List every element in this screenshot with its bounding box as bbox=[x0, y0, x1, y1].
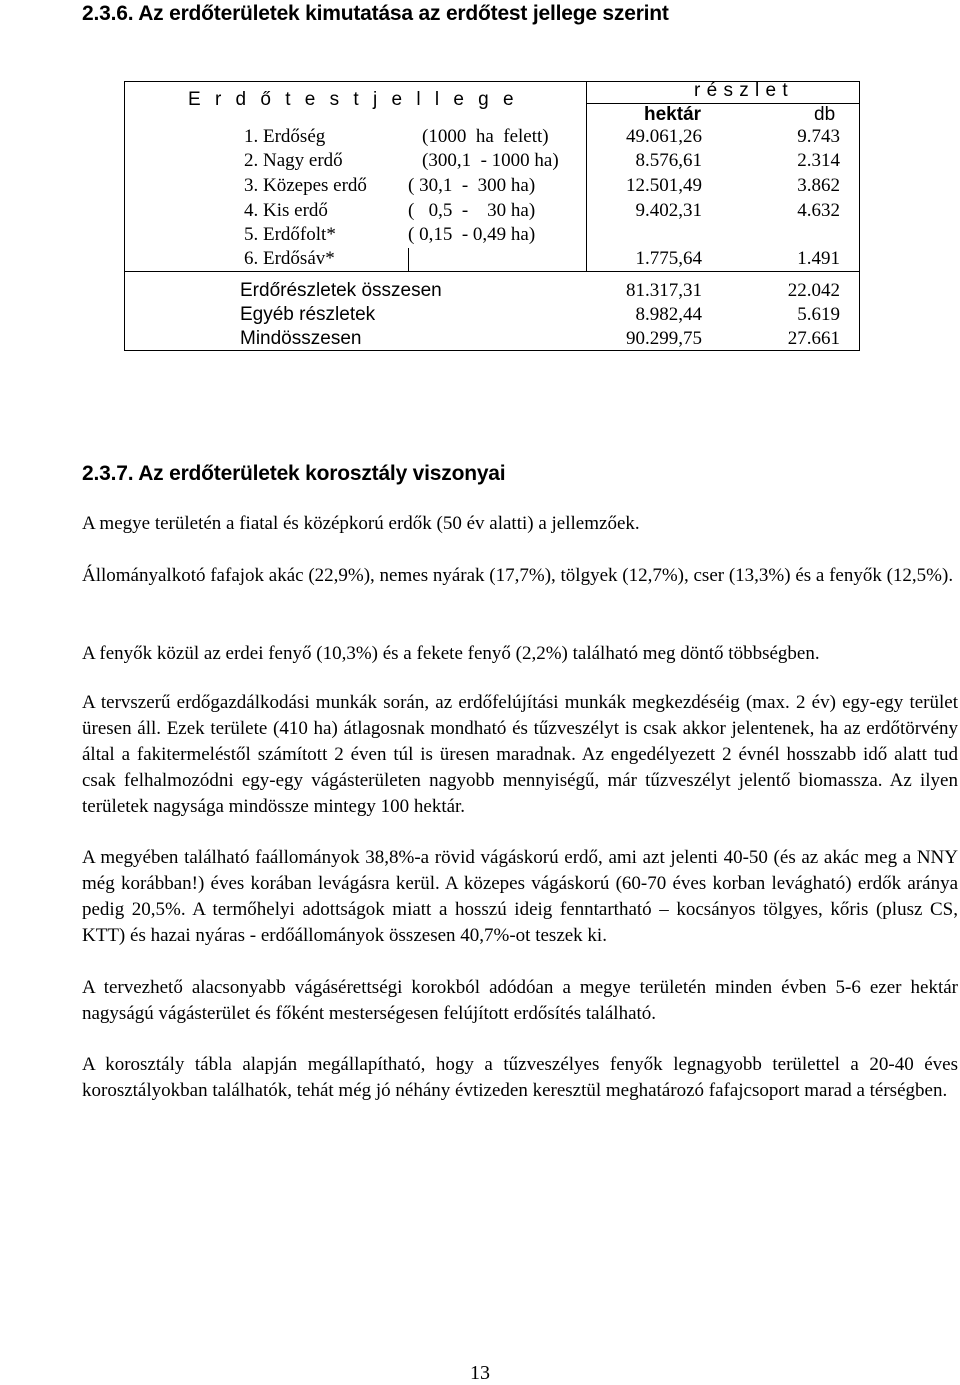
row-1-name: 1. Erdőség bbox=[244, 126, 326, 147]
row-4-db: 4.632 bbox=[797, 200, 840, 221]
row-1-db: 9.743 bbox=[797, 126, 840, 147]
total-1-db: 22.042 bbox=[787, 280, 840, 301]
row-2-hektar: 8.576,61 bbox=[635, 150, 702, 171]
row-4-hektar: 9.402,31 bbox=[635, 200, 702, 221]
paragraph-7: A korosztály tábla alapján megállapítható, hogy a tűzveszélyes fenyők legnagyobb területtel a 20-40 éves korosztályokban találhatók, tehát még jó néhány évtizeden keresztül meghatározó fafajcsoport marad a térségben. bbox=[82, 1054, 958, 1101]
total-2-name: Egyéb részletek bbox=[240, 304, 376, 325]
total-2-db: 5.619 bbox=[797, 304, 840, 325]
row-3-hektar: 12.501,49 bbox=[626, 175, 702, 196]
paragraph-6: A tervezhető alacsonyabb vágásérettségi korokból adódóan a megye területén minden évben 5-6 ezer hektár nagyságú vágásterület és főként mesterségesen felújított erdősítés található. bbox=[82, 977, 958, 1024]
row-2-range: (300,1 - 1000 ha) bbox=[422, 150, 559, 171]
row-2-name: 2. Nagy erdő bbox=[244, 150, 343, 171]
row-4-range: ( 0,5 - 30 ha) bbox=[408, 200, 536, 221]
section-title-2-3-7: 2.3.7. Az erdőterületek korosztály viszonyai bbox=[82, 462, 506, 485]
total-3-hektar: 90.299,75 bbox=[626, 328, 702, 349]
row-3-range: ( 30,1 - 300 ha) bbox=[408, 175, 536, 196]
row-3-name: 3. Közepes erdő bbox=[244, 175, 367, 196]
row-5-range: ( 0,15 - 0,49 ha) bbox=[408, 224, 536, 245]
table-totals-rule bbox=[124, 271, 860, 272]
total-1-name: Erdőrészletek összesen bbox=[240, 280, 442, 301]
paragraph-4: A tervszerű erdőgazdálkodási munkák során, az erdőfelújítási munkák megkezdéséig (max. 2 év) egy-egy terület üresen áll. Ezek területe (410 ha) átlagosnak mondható és tűzveszélyt is csak akkor jelentenek, ha az erdőtörvény által a fakitermeléstől számított 2 éven túl is üresen maradnak. Az engedélyezett 2 évnél hosszabb idő alatt tud csak felhalmozódni egy-egy vágásterületen nagyobb mennyiségű, már tűzveszélyt jelentő biomassza. Az ilyen területek nagysága mindössze mintegy 100 hektár. bbox=[82, 692, 958, 817]
paragraph-1: A megye területén a fiatal és középkorú erdők (50 év alatti) a jellemzőek. bbox=[82, 513, 640, 534]
table-col-hektar: hektár bbox=[644, 104, 702, 125]
row-3-db: 3.862 bbox=[797, 175, 840, 196]
row-6-name: 6. Erdősáv* bbox=[244, 248, 335, 269]
row-2-db: 2.314 bbox=[797, 150, 840, 171]
total-2-hektar: 8.982,44 bbox=[635, 304, 702, 325]
total-1-hektar: 81.317,31 bbox=[626, 280, 702, 301]
row-1-range: (1000 ha felett) bbox=[422, 126, 549, 147]
paragraph-2: Állományalkotó fafajok akác (22,9%), nemes nyárak (17,7%), tölgyek (12,7%), cser (13,3%) és a fenyők (12,5%). bbox=[82, 565, 954, 586]
paragraph-3: A fenyők közül az erdei fenyő (10,3%) és a fekete fenyő (2,2%) található meg döntő többségben. bbox=[82, 643, 820, 664]
paragraph-5: A megyében található faállományok 38,8%-a rövid vágáskorú erdő, ami azt jelenti 40-50 (és az akác meg a NNY még korábban!) éves korában levágásra kerül. A közepes vágáskorú (60-70 éves korban levágható) erdők aránya pedig 20,5%. A termőhelyi adottságok miatt a hosszú ideig fenntartható – kocsányos tölgyes, kőris (plusz CS, KTT) és hazai nyáras - erdőállományok összesen 40,7%-ot teszek ki. bbox=[82, 847, 958, 946]
table-divider-range bbox=[408, 248, 409, 271]
row-6-hektar: 1.775,64 bbox=[635, 248, 702, 269]
total-3-db: 27.661 bbox=[787, 328, 840, 349]
table-col-db: db bbox=[814, 104, 836, 125]
table-header-type: E r d ő t e s t j e l l e g e bbox=[188, 89, 515, 110]
table-header-group: r é s z l e t bbox=[694, 80, 789, 101]
row-1-hektar: 49.061,26 bbox=[626, 126, 702, 147]
total-3-name: Mindösszesen bbox=[240, 328, 362, 349]
row-5-name: 5. Erdőfolt* bbox=[244, 224, 336, 245]
row-4-name: 4. Kis erdő bbox=[244, 200, 328, 221]
page-number: 13 bbox=[470, 1362, 490, 1384]
table-divider-hektar bbox=[586, 81, 587, 271]
row-6-db: 1.491 bbox=[797, 248, 840, 269]
section-title-2-3-6: 2.3.6. Az erdőterületek kimutatása az erdőtest jellege szerint bbox=[82, 2, 669, 25]
